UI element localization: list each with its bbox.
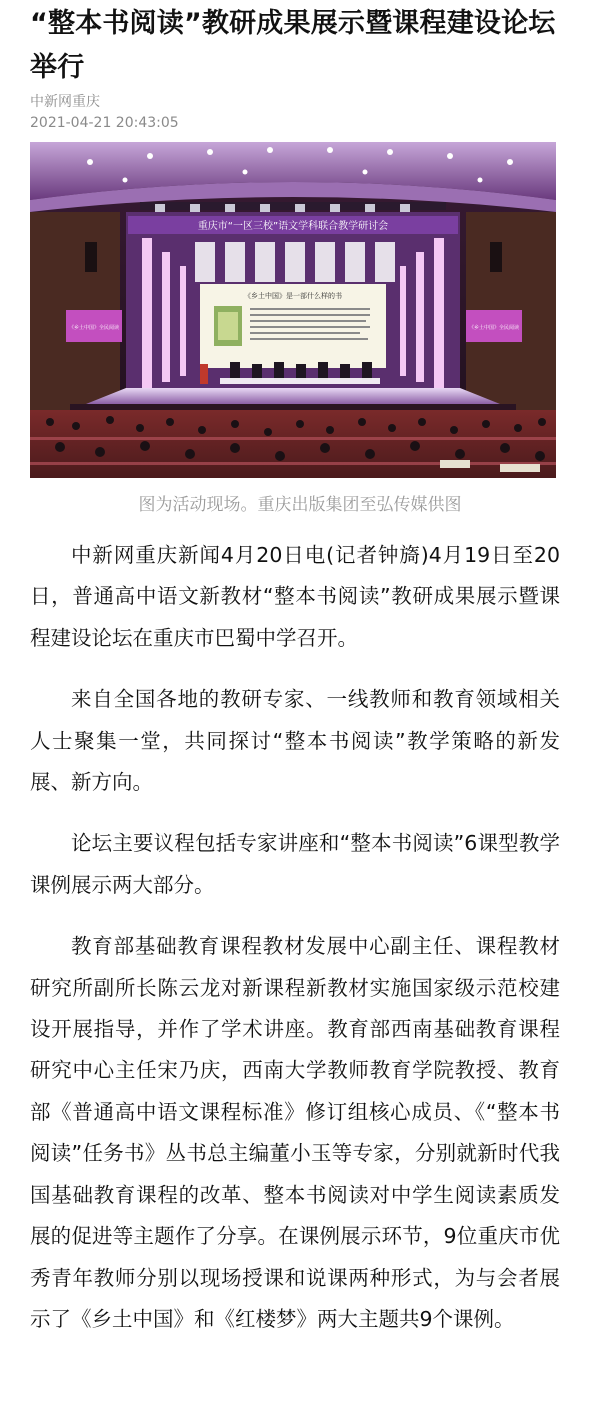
article-paragraph: 教育部基础教育课程教材发展中心副主任、课程教材研究所副所长陈云龙对新课程新教材实施国家级示范校建设开展指导，并作了学术讲座。教育部西南基础教育课程研究中心主任宋乃庆，西南大学教师教育学院教授、教育部《普通高中语文课程标准》修订组核心成员、《“整本书阅读”任务书》丛书总主编董小玉等专家，分别就新时代我国基础教育课程的改革、整本书阅读对中学生阅读素质发展的促进等主题作了分享。在课例展示环节，9位重庆市优秀青年教师分别以现场授课和说课两种形式，为与会者展示了《乡土中国》和《红楼梦》两大主题共9个课例。 — [30, 934, 560, 1331]
stage-banner-text: 重庆市“一区三校”语文学科联合教学研讨会 — [197, 221, 389, 232]
article-source: 中新网重庆 — [30, 94, 100, 110]
event-photo — [30, 142, 556, 478]
article-paragraph: 论坛主要议程包括专家讲座和“整本书阅读”6课型教学课例展示两大部分。 — [30, 831, 560, 897]
article-paragraph: 来自全国各地的教研专家、一线教师和教育领域相关人士聚集一堂，共同探讨“整本书阅读”教学策略的新发展、新方向。 — [30, 687, 560, 795]
article-meta — [30, 92, 179, 134]
article-paragraph: 中新网重庆新闻4月20日电(记者钟旖)4月19日至20日，普通高中语文新教材“整本书阅读”教研成果展示暨课程建设论坛在重庆市巴蜀中学召开。 — [30, 543, 560, 650]
event-photo-illustration — [30, 142, 556, 478]
photo-caption: 图为活动现场。重庆出版集团至弘传媒供图 — [138, 495, 462, 515]
article-body — [30, 535, 560, 1360]
article-title: “整本书阅读”教研成果展示暨课程建设论坛举行 — [30, 8, 556, 83]
article-datetime: 2021-04-21 20:43:05 — [30, 115, 179, 131]
side-screen-left-text: 《乡土中国》全民阅读 — [68, 325, 120, 331]
main-screen-heading: 《乡土中国》是一部什么样的书 — [244, 292, 342, 300]
side-screen-right-text: 《乡土中国》全民阅读 — [468, 325, 520, 331]
